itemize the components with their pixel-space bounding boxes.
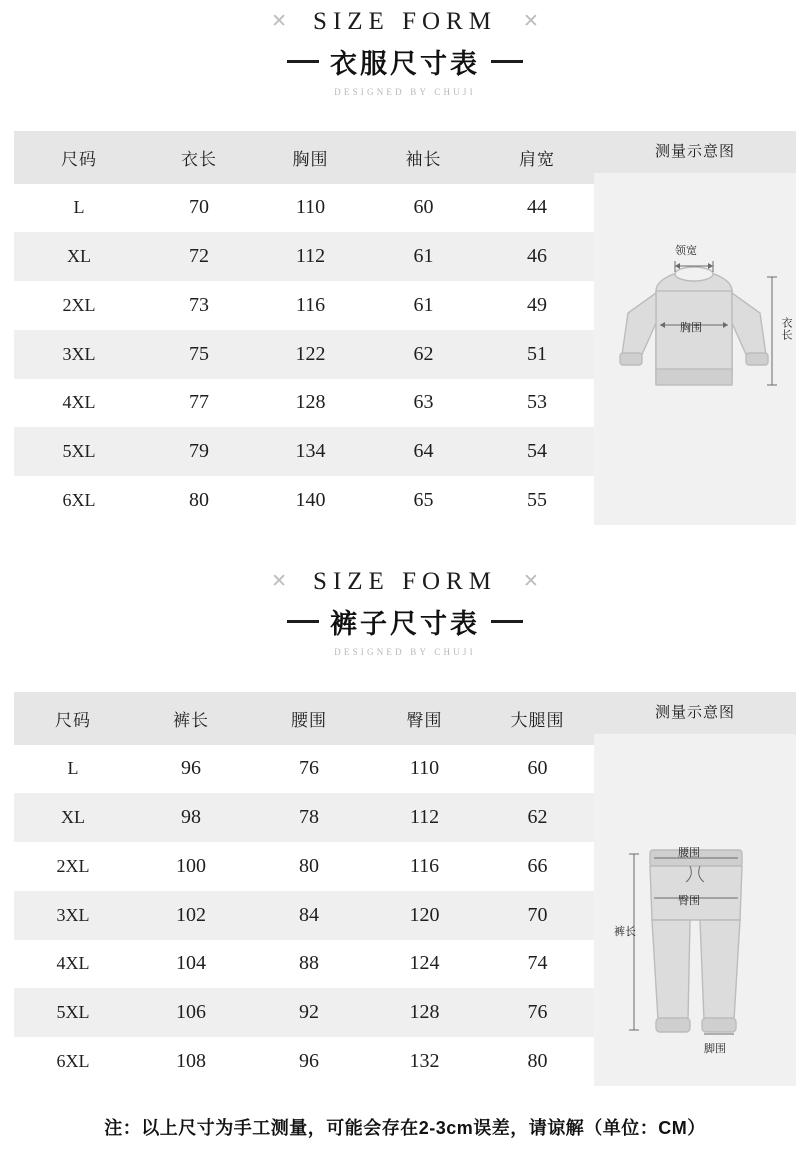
table-row [14,793,594,842]
cross-icon: ✕ [522,570,539,592]
sweatshirt-diagram-icon [594,173,796,525]
size-code: 5XL [62,441,96,462]
cell-value: 108 [176,1050,206,1073]
section-title: 衣服尺寸表 [330,49,480,79]
table-row [14,281,594,330]
cell-value: 55 [527,489,547,512]
cell-value: 60 [413,196,434,219]
cell-value: 102 [176,903,206,926]
designed-by-label: DESIGNED BY CHUJI [334,87,476,97]
size-code: 6XL [56,1051,90,1072]
cell-value: 63 [413,391,434,414]
footer-note: 注：以上尺寸为手工测量，可能会存在2-3cm误差，请谅解（单位：CM） [104,1118,706,1138]
cell-value: 96 [181,757,201,780]
cell-value: 70 [189,196,209,219]
cell-value: 66 [527,854,548,877]
cell-value: 73 [189,293,209,316]
cross-icon: ✕ [522,10,539,32]
diagram-label-hip: 臀围 [678,895,700,907]
cross-icon: ✕ [271,10,288,32]
title-row [0,42,810,81]
table-row [14,232,594,281]
column-header: 裤长 [173,710,209,730]
cell-value: 92 [299,1001,319,1024]
table-header-row [14,692,594,745]
cell-value: 140 [295,489,326,512]
table-row [14,1037,594,1086]
cell-value: 110 [295,196,326,219]
cell-value: 132 [409,1050,440,1073]
section-title: 裤子尺寸表 [330,609,480,639]
column-header: 胸围 [292,149,329,169]
cell-value: 84 [299,903,319,926]
size-code: 3XL [56,904,90,925]
size-code: 3XL [62,343,96,364]
table-row [14,745,594,794]
cell-value: 62 [527,806,548,829]
cell-value: 134 [295,440,326,463]
cell-value: 100 [176,854,206,877]
cell-value: 61 [413,245,434,268]
cell-value: 78 [299,806,319,829]
table-row [14,379,594,428]
table-row [14,476,594,525]
cell-value: 49 [527,293,547,316]
dash-left [287,60,319,63]
diagram-label-length: 衣长 [780,317,792,341]
table-header-row [14,131,594,184]
eyebrow-label: SIZE FORM [313,568,497,595]
cell-value: 53 [527,391,547,414]
cell-value: 79 [189,440,209,463]
size-code: XL [67,246,91,267]
cell-value: 98 [181,806,201,829]
diagram-body-bottom [594,734,796,1086]
diagram-label-length: 裤长 [614,926,636,938]
diagram-header: 测量示意图 [594,692,796,734]
table-row [14,184,594,233]
size-table-block-top [14,131,796,525]
dash-right [491,620,523,623]
cell-value: 80 [527,1050,548,1073]
cell-value: 72 [189,245,209,268]
table-row [14,940,594,989]
cell-value: 120 [409,903,440,926]
diagram-label-ankle: 脚围 [704,1043,726,1055]
pants-diagram-icon [594,734,796,1086]
cell-value: 62 [413,342,434,365]
cell-value: 61 [413,293,434,316]
cell-value: 128 [295,391,326,414]
cell-value: 116 [409,854,440,877]
cell-value: 65 [413,489,434,512]
cell-value: 104 [176,952,206,975]
cell-value: 80 [299,854,319,877]
diagram-label-waist: 腰围 [678,847,700,859]
cell-value: 128 [409,1001,440,1024]
cell-value: 96 [299,1050,319,1073]
cell-value: 75 [189,342,209,365]
diagram-body-top [594,173,796,525]
cell-value: 64 [413,440,434,463]
eyebrow-label: SIZE FORM [313,8,497,35]
diagram-panel-top [594,131,796,525]
cell-value: 51 [527,342,547,365]
cell-value: 122 [295,342,326,365]
cell-value: 116 [295,293,326,316]
cell-value: 112 [409,806,440,829]
size-code: 5XL [56,1002,90,1023]
diagram-panel-bottom [594,692,796,1086]
column-header: 大腿围 [510,710,565,730]
size-table-bottom [14,692,594,1086]
cell-value: 74 [527,952,548,975]
cell-value: 76 [299,757,319,780]
column-header: 尺码 [55,710,91,730]
size-code: 6XL [62,490,96,511]
eyebrow-row [0,8,810,36]
diagram-label-chest: 胸围 [680,322,702,334]
table-row [14,988,594,1037]
cell-value: 80 [189,489,209,512]
designed-by-label: DESIGNED BY CHUJI [334,647,476,657]
size-code: 4XL [62,392,96,413]
column-header: 袖长 [405,149,442,169]
cell-value: 60 [527,757,548,780]
cell-value: 54 [527,440,547,463]
section-header-bottom [0,568,810,657]
diagram-label-collar: 领宽 [675,245,697,257]
dash-left [287,620,319,623]
size-code: 4XL [56,953,90,974]
table-row [14,427,594,476]
column-header: 腰围 [291,710,327,730]
cell-value: 112 [295,245,326,268]
size-code: L [73,197,85,218]
column-header: 肩宽 [519,149,555,169]
cross-icon: ✕ [271,570,288,592]
table-row [14,842,594,891]
size-table-block-bottom [14,692,796,1086]
cell-value: 110 [409,757,440,780]
title-row [0,602,810,641]
column-header: 尺码 [61,149,97,169]
cell-value: 70 [527,903,548,926]
size-code: 2XL [62,294,96,315]
cell-value: 44 [527,196,547,219]
diagram-header: 测量示意图 [594,131,796,173]
dash-right [491,60,523,63]
size-table-top [14,131,594,525]
eyebrow-row [0,568,810,596]
cell-value: 46 [527,245,547,268]
size-code: L [67,758,79,779]
cell-value: 76 [527,1001,548,1024]
column-header: 臀围 [406,710,443,730]
cell-value: 106 [176,1001,206,1024]
section-header-top [0,8,810,97]
column-header: 衣长 [181,149,217,169]
size-code: 2XL [56,855,90,876]
cell-value: 77 [189,391,209,414]
cell-value: 124 [409,952,440,975]
size-code: XL [61,807,85,828]
cell-value: 88 [299,952,319,975]
table-row [14,891,594,940]
table-row [14,330,594,379]
